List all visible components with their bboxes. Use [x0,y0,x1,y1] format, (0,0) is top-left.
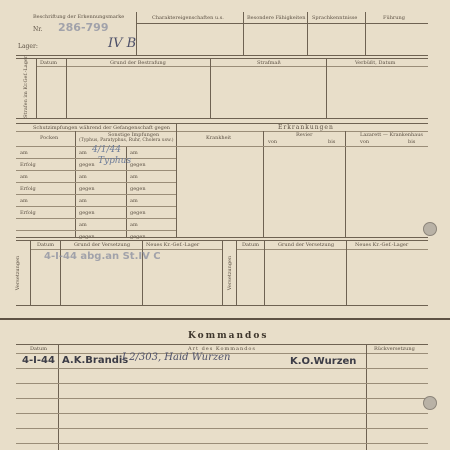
impf-row: am am am [16,194,176,206]
lager-handwritten: IV B [108,36,137,51]
lazarett-von: von [360,139,370,145]
sonstige-sublabel: (Typhus, Paratyphus, Ruhr, Cholera usw.) [79,138,174,143]
impf-row: am am am [16,170,176,182]
strafen-grund: Grund der Bestrafung [110,60,166,66]
versetzungen-side-right: Versetzungen [227,255,233,291]
revier-bis: bis [328,139,336,145]
beschriftung-label: Beschriftung der Erkennungsmarke [33,14,125,20]
impf-row: Erfolg gegen gegen [16,206,176,218]
impfungen-title: Schutzimpfungen während der Gefangenschaft gegen [33,125,171,131]
fuehrung-label: Führung [383,15,405,21]
revier-label: Revier [296,132,313,138]
impf-row: am am am 4/1/44 [20,145,138,156]
kommandos-art: Art des Kommandos [188,346,256,352]
kommandos-rueckversetzung: Rückversetzung [374,346,415,352]
kommandos-datum: Datum [30,346,47,352]
lazarett-label: Lazarett — Krankenhaus [360,132,423,138]
kommando-place-stamp: A.K.Brandis [62,355,129,366]
lazarett-bis: bis [408,139,416,145]
sprachkenntnisse-label: Sprachkenntnisse [312,15,358,21]
impf-row: Erfolg gegen gegen Typhus [16,158,176,170]
strafen-strafmass: Strafmaß [257,60,281,66]
vers-datum-left: Datum [37,242,54,248]
strafen-verbuesst: Verbüßt, Datum [355,60,396,66]
kommando-handwritten: I 2/303, Haid Wurzen [122,352,231,363]
nr-label: Nr. [33,26,43,33]
impf-row: Erfolg gegen gegen [16,182,176,194]
versetzung-stamp: 4-I-44 abg.an St.IV C [44,251,161,262]
nr-value: 286-799 [58,21,109,34]
punch-hole-lower [423,396,437,410]
impf-row: am am [16,218,176,230]
vers-lager-right: Neues Kr.-Gef.-Lager [355,242,409,248]
lager-label: Lager: [18,43,38,50]
krankheit-label: Krankheit [206,135,232,141]
pocken-label: Pocken [40,135,59,141]
impfungen-rows [16,147,176,242]
kommando-ko-stamp: K.O.Wurzen [290,356,357,367]
revier-von: von [268,139,278,145]
vers-lager-left: Neues Kr.-Gef.-Lager [146,242,200,248]
kommandos-title: Kommandos [188,331,269,341]
strafen-side-label: Strafen im Kr.Gef.-Lager [23,55,29,118]
punch-hole-upper [423,222,437,236]
strafen-datum: Datum [40,60,57,66]
vers-datum-right: Datum [242,242,259,248]
impf-row: gegen gegen [16,230,176,242]
vers-grund-left: Grund der Versetzung [74,242,131,248]
charakter-label: Charaktereigenschaften u.s. [152,15,224,21]
versetzungen-side-left: Versetzungen [15,255,21,291]
sonstige-label: Sonstige Impfungen [108,132,160,138]
erkrankungen-title: Erkrankungen [278,124,334,131]
kommando-date-stamp: 4-I-44 [22,355,55,366]
vers-grund-right: Grund der Versetzung [278,242,335,248]
faehigkeiten-label: Besondere Fähigkeiten [247,15,306,21]
